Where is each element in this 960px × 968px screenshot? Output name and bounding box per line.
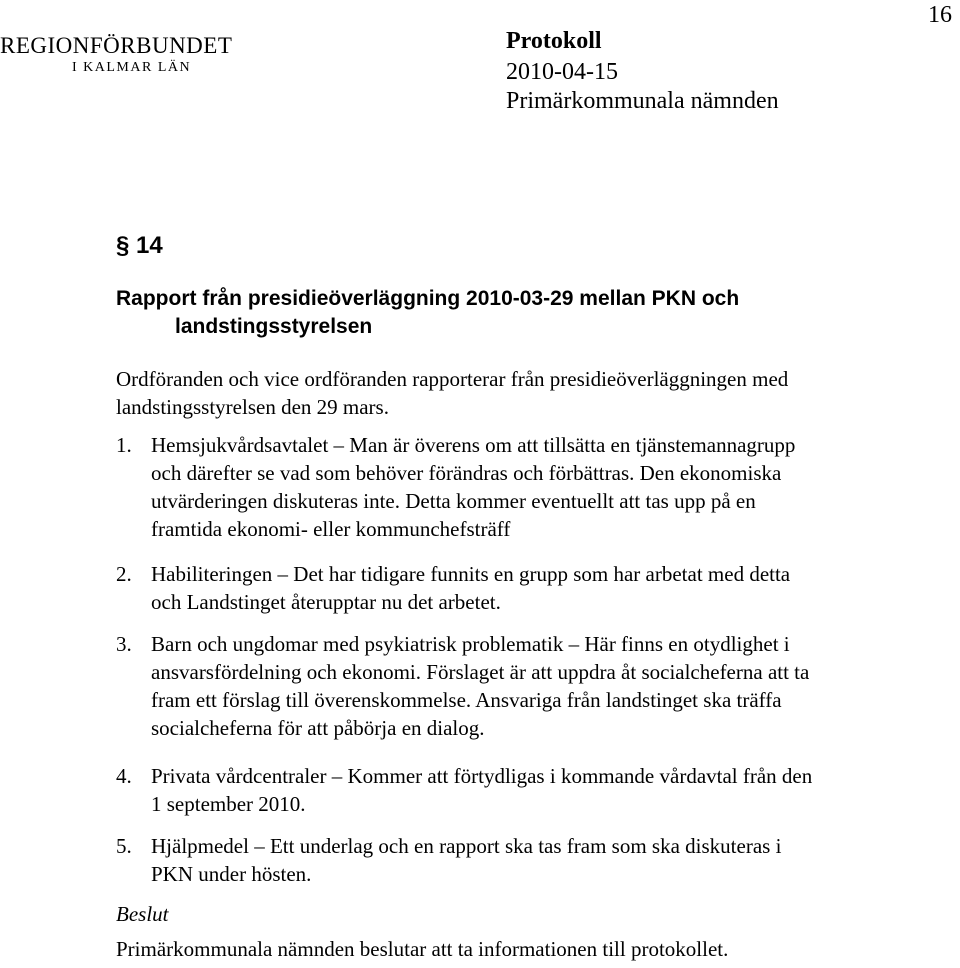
list-item-line: Barn och ungdomar med psykiatrisk problematik – Här finns en otydlighet i bbox=[151, 632, 790, 656]
list-item-line: PKN under hösten. bbox=[151, 862, 312, 886]
organization-logo-subtitle: I KALMAR LÄN bbox=[72, 60, 192, 75]
list-item-line: utvärderingen diskuteras inte. Detta kommer eventuellt att tas upp på en bbox=[151, 489, 756, 513]
section-number: § 14 bbox=[116, 232, 163, 259]
list-item-number: 3. bbox=[116, 632, 132, 656]
section-title-line: landstingsstyrelsen bbox=[175, 315, 373, 338]
list-item-line: och Landstinget återupptar nu det arbetet. bbox=[151, 590, 501, 614]
intro-line: Ordföranden och vice ordföranden rapporterar från presidieöverläggningen med bbox=[116, 367, 789, 391]
committee-name: Primärkommunala nämnden bbox=[506, 88, 779, 114]
list-item-number: 1. bbox=[116, 433, 132, 457]
list-item-line: och därefter se vad som behöver förändras och förbättras. Den ekonomiska bbox=[151, 461, 782, 485]
document-type: Protokoll bbox=[506, 28, 602, 54]
list-item-number: 2. bbox=[116, 562, 132, 586]
section-title bbox=[116, 285, 739, 341]
list-item-line: Privata vårdcentraler – Kommer att förtydligas i kommande vårdavtal från den bbox=[151, 764, 813, 788]
section-title-line: Rapport från presidieöverläggning 2010-03-29 mellan PKN och bbox=[116, 287, 740, 310]
page-number: 16 bbox=[928, 2, 952, 28]
list-item-line: Hjälpmedel – Ett underlag och en rapport ska tas fram som ska diskuteras i bbox=[151, 834, 782, 858]
list-item-line: Hemsjukvårdsavtalet – Man är överens om att tillsätta en tjänstemannagrupp bbox=[151, 433, 796, 457]
list-item-line: Habiliteringen – Det har tidigare funnits en grupp som har arbetat med detta bbox=[151, 562, 791, 586]
list-item-number: 4. bbox=[116, 764, 132, 788]
list-item-line: framtida ekonomi- eller kommunchefsträff bbox=[151, 517, 511, 541]
intro-paragraph bbox=[116, 365, 788, 421]
document-date: 2010-04-15 bbox=[506, 59, 618, 85]
list-item-line: fram ett förslag till överenskommelse. Ansvariga från landstinget ska träffa bbox=[151, 688, 782, 712]
decision-text: Primärkommunala nämnden beslutar att ta informationen till protokollet. bbox=[116, 937, 729, 961]
intro-line: landstingsstyrelsen den 29 mars. bbox=[116, 395, 389, 419]
list-item-line: 1 september 2010. bbox=[151, 792, 306, 816]
list-item-line: socialcheferna för att påbörja en dialog. bbox=[151, 716, 485, 740]
list-item-line: ansvarsfördelning och ekonomi. Förslaget är att uppdra åt socialcheferna att ta bbox=[151, 660, 810, 684]
decision-label: Beslut bbox=[116, 902, 169, 926]
list-item-number: 5. bbox=[116, 834, 132, 858]
organization-logo: REGIONFÖRBUNDET bbox=[0, 33, 233, 58]
